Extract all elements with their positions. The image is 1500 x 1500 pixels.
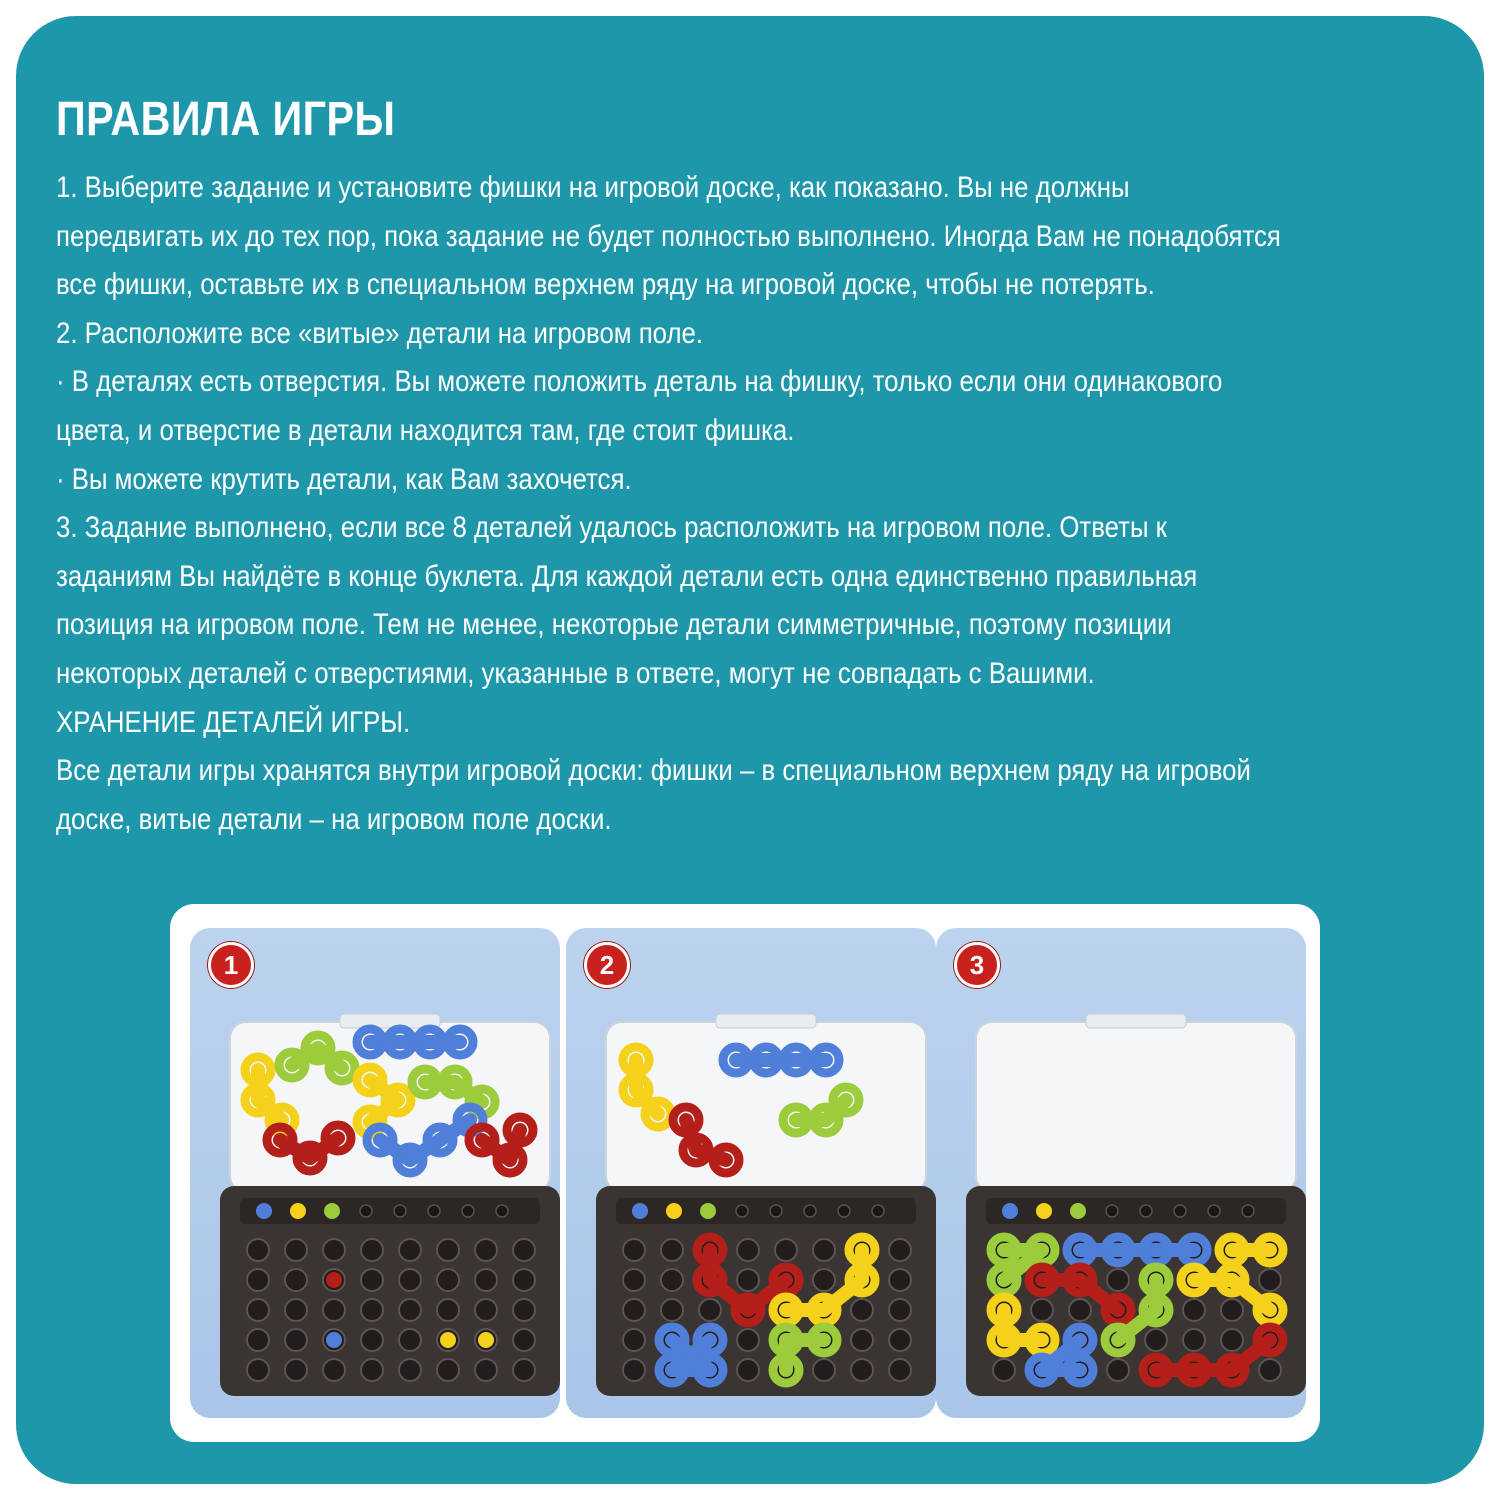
peg-yellow — [478, 1332, 494, 1348]
peg-yellow — [440, 1332, 456, 1348]
rules-line: 2. Расположите все «витые» детали на игровом поле. — [56, 316, 704, 350]
lid-tab — [1086, 1014, 1186, 1028]
rules-line: заданиям Вы найдёте в конце буклета. Для каждой детали есть одна единственно правильная — [56, 559, 1198, 593]
peg-blue — [632, 1203, 648, 1219]
rules-line: · В деталях есть отверстия. Вы можете положить деталь на фишку, только если они одинакового — [56, 365, 1223, 399]
peg-green — [700, 1203, 716, 1219]
step-panel-3 — [936, 928, 1306, 1418]
rules-line: 3. Задание выполнено, если все 8 деталей удалось расположить на игровом поле. Ответы к — [56, 511, 1167, 545]
rules-line: позиция на игровом поле. Тем не менее, некоторые детали симметричные, поэтому позиции — [56, 608, 1172, 642]
page-title: ПРАВИЛА ИГРЫ — [56, 93, 396, 146]
peg-yellow — [290, 1203, 306, 1219]
peg-row — [240, 1198, 540, 1224]
step-1-game-illustration — [220, 1010, 560, 1418]
lid-tab — [716, 1014, 816, 1028]
peg-blue — [256, 1203, 272, 1219]
rules-line: все фишки, оставьте их в специальном верхнем ряду на игровой доске, чтобы не потерять. — [56, 268, 1155, 302]
rules-line: Все детали игры хранятся внутри игровой доски: фишки – в специальном верхнем ряду на игровой — [56, 754, 1251, 788]
peg-row — [986, 1198, 1286, 1224]
step-badge-3: 3 — [954, 942, 1000, 988]
rules-line: цвета, и отверстие в детали находится там, где стоит фишка. — [56, 413, 795, 447]
peg-yellow — [1036, 1203, 1052, 1219]
peg-yellow — [666, 1203, 682, 1219]
peg-row — [616, 1198, 916, 1224]
rules-line: передвигать их до тех пор, пока задание не будет полностью выполнено. Иногда Вам не понадобятся — [56, 219, 1281, 253]
peg-blue — [326, 1332, 342, 1348]
box-lid — [976, 1022, 1296, 1192]
step-badge-2: 2 — [584, 942, 630, 988]
rules-line: 1. Выберите задание и установите фишки на игровой доске, как показано. Вы не должны — [56, 171, 1130, 204]
peg-green — [1070, 1203, 1086, 1219]
peg-red — [326, 1272, 342, 1288]
illustration-strip — [170, 904, 1320, 1442]
peg-green — [324, 1203, 340, 1219]
rules-line: ХРАНЕНИЕ ДЕТАЛЕЙ ИГРЫ. — [56, 705, 411, 739]
step-2-game-illustration — [596, 1010, 936, 1418]
rules-text — [56, 164, 1398, 844]
step-panel-1 — [190, 928, 560, 1418]
rules-card — [16, 16, 1484, 1484]
rules-line: доске, витые детали – на игровом поле доски. — [56, 802, 612, 836]
rules-line: некоторых деталей с отверстиями, указанные в ответе, могут не совпадать с Вашими. — [56, 656, 1095, 690]
peg-blue — [1002, 1203, 1018, 1219]
step-3-game-illustration — [966, 1010, 1306, 1418]
step-badge-1: 1 — [208, 942, 254, 988]
rules-line: · Вы можете крутить детали, как Вам захочется. — [56, 462, 632, 496]
step-panel-2 — [566, 928, 936, 1418]
